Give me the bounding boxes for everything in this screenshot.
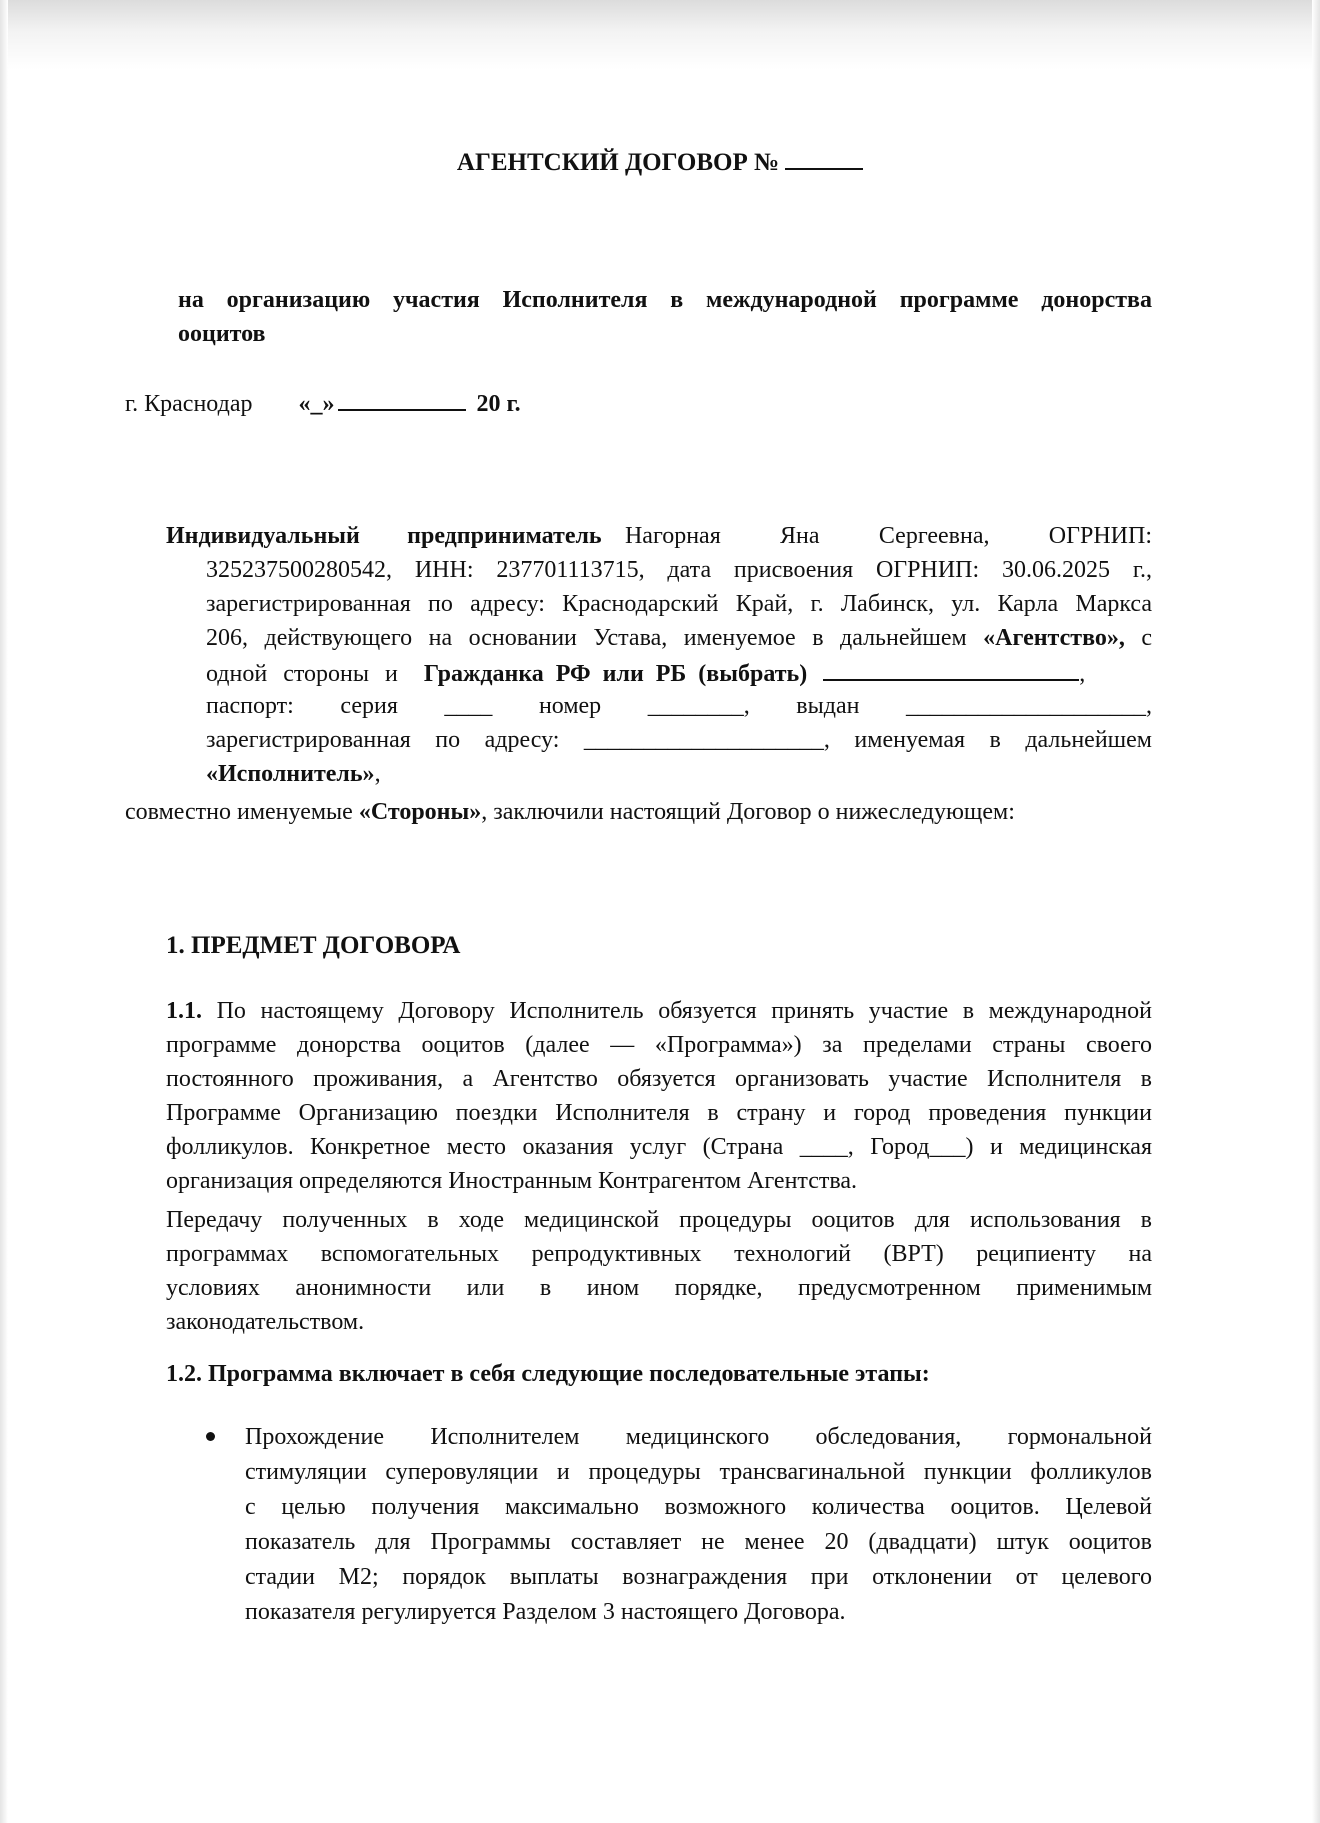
- party-line-7: [206, 723, 1152, 757]
- bullet-1-line-3: с целью получения максимально возможного количества ооцитов. Целевой: [245, 1494, 1152, 1520]
- clause-1-1-line-5: фолликулов. Конкретное место оказания услуг (Страна ____, Город___) и медицинская: [166, 1134, 1152, 1160]
- title-text: АГЕНТСКИЙ ДОГОВОР №: [456, 149, 780, 176]
- party-line-4-end: с: [1141, 625, 1153, 651]
- clause-1-2: 1.2. Программа включает в себя следующие последовательные этапы:: [166, 1361, 930, 1387]
- party-line-4: [206, 621, 1152, 655]
- subtitle-line-2: ооцитов: [178, 321, 266, 347]
- date-month-blank: [338, 385, 466, 411]
- party-type: Индивидуальный предприниматель: [166, 523, 602, 549]
- citizen-label: Гражданка РФ или РБ (выбрать): [423, 661, 808, 687]
- party-line-5: [206, 655, 1152, 689]
- registration-line: зарегистрированная по адресу: ____________________, именуемая в дальнейшем: [206, 727, 1152, 753]
- passport-line: паспорт: серия ____ номер ________, выдан ____________________,: [206, 693, 1152, 719]
- city: г. Краснодар: [125, 391, 253, 417]
- transfer-line-2: программах вспомогательных репродуктивных технологий (ВРТ) реципиенту на: [166, 1241, 1152, 1267]
- citizen-name-blank: [823, 655, 1079, 681]
- bullet-1-line-4: показатель для Программы составляет не менее 20 (двадцати) штук ооцитов: [245, 1529, 1152, 1555]
- party-address: зарегистрированная по адресу: Краснодарский Край, г. Лабинск, ул. Карла Маркса: [206, 591, 1152, 617]
- party-line-5-comma: ,: [1079, 661, 1086, 687]
- document-subtitle: [178, 283, 1152, 351]
- clause-1-1-line-1: [166, 994, 1152, 1028]
- bullet-1-line-6: показателя регулируется Разделом 3 настоящего Договора.: [245, 1599, 846, 1625]
- page-left-edge: [0, 0, 8, 1823]
- party-line-1: [166, 519, 1152, 553]
- clause-1-1-line-3: постоянного проживания, а Агентство обязуется организовать участие Исполнителя в: [166, 1066, 1152, 1092]
- agency-label: «Агентство»,: [983, 625, 1125, 651]
- bullet-1-line-2: стимуляции суперовуляции и процедуры трансвагинальной пункции фолликулов: [245, 1459, 1152, 1485]
- place-date-line: [125, 385, 521, 421]
- clause-1-1-line-2: программе донорства ооцитов (далее — «Программа») за пределами страны своего: [166, 1032, 1152, 1058]
- bullet-item-1: [245, 1420, 1152, 1630]
- clause-1-1-line-4: Программе Организацию поездки Исполнителя в страну и город проведения пункции: [166, 1100, 1152, 1126]
- party-line-2: [206, 553, 1152, 587]
- one-side-text: одной стороны и: [206, 661, 398, 687]
- date-day: «_»: [298, 391, 335, 417]
- section-1-title: 1. ПРЕДМЕТ ДОГОВОРА: [166, 932, 461, 959]
- party-basis: 206, действующего на основании Устава, именуемое в дальнейшем: [206, 625, 967, 651]
- transfer-paragraph: [166, 1203, 1152, 1339]
- party-name: Нагорная Яна Сергеевна, ОГРНИП:: [624, 523, 1153, 549]
- transfer-line-1: Передачу полученных в ходе медицинской процедуры ооцитов для использования в: [166, 1207, 1152, 1233]
- title-number-blank: [785, 146, 863, 170]
- clause-1-1-text-1: По настоящему Договору Исполнитель обязуется принять участие в международной: [216, 998, 1153, 1024]
- party-ogrnip: 325237500280542, ИНН: 237701113715, дата присвоения ОГРНИП: 30.06.2025 г.,: [206, 557, 1152, 583]
- clause-1-1-number: 1.1.: [166, 998, 202, 1024]
- date-year: 20 г.: [476, 391, 521, 417]
- executor-label: «Исполнитель»: [206, 761, 375, 787]
- party-line-3: [206, 587, 1152, 621]
- page-right-edge: [1312, 0, 1320, 1823]
- party-line-6: [206, 689, 1152, 723]
- together-text-end: , заключили настоящий Договор о нижеследующем:: [481, 799, 1015, 825]
- clause-1-1-line-6: организация определяются Иностранным Контрагентом Агентства.: [166, 1168, 858, 1194]
- party-line-8: [206, 757, 1152, 791]
- page-top-shadow: [0, 0, 1320, 70]
- document-title: [0, 146, 1320, 180]
- party-line-8-comma: ,: [374, 761, 381, 787]
- clause-1-1: [166, 994, 1152, 1198]
- parties-together-line: [125, 795, 1015, 829]
- bullet-1-line-5: стадии М2; порядок выплаты вознаграждения при отклонении от целевого: [245, 1564, 1152, 1590]
- parties-label: «Стороны»: [358, 799, 482, 825]
- transfer-line-3: условиях анонимности или в ином порядке, предусмотренном применимым: [166, 1275, 1152, 1301]
- transfer-line-4: законодательством.: [166, 1309, 365, 1335]
- bullet-1-line-1: Прохождение Исполнителем медицинского обследования, гормональной: [245, 1424, 1152, 1450]
- bullet-icon: [206, 1432, 215, 1441]
- subtitle-line-1: на организацию участия Исполнителя в международной программе донорства: [178, 287, 1152, 313]
- together-text: совместно именуемые: [125, 799, 353, 825]
